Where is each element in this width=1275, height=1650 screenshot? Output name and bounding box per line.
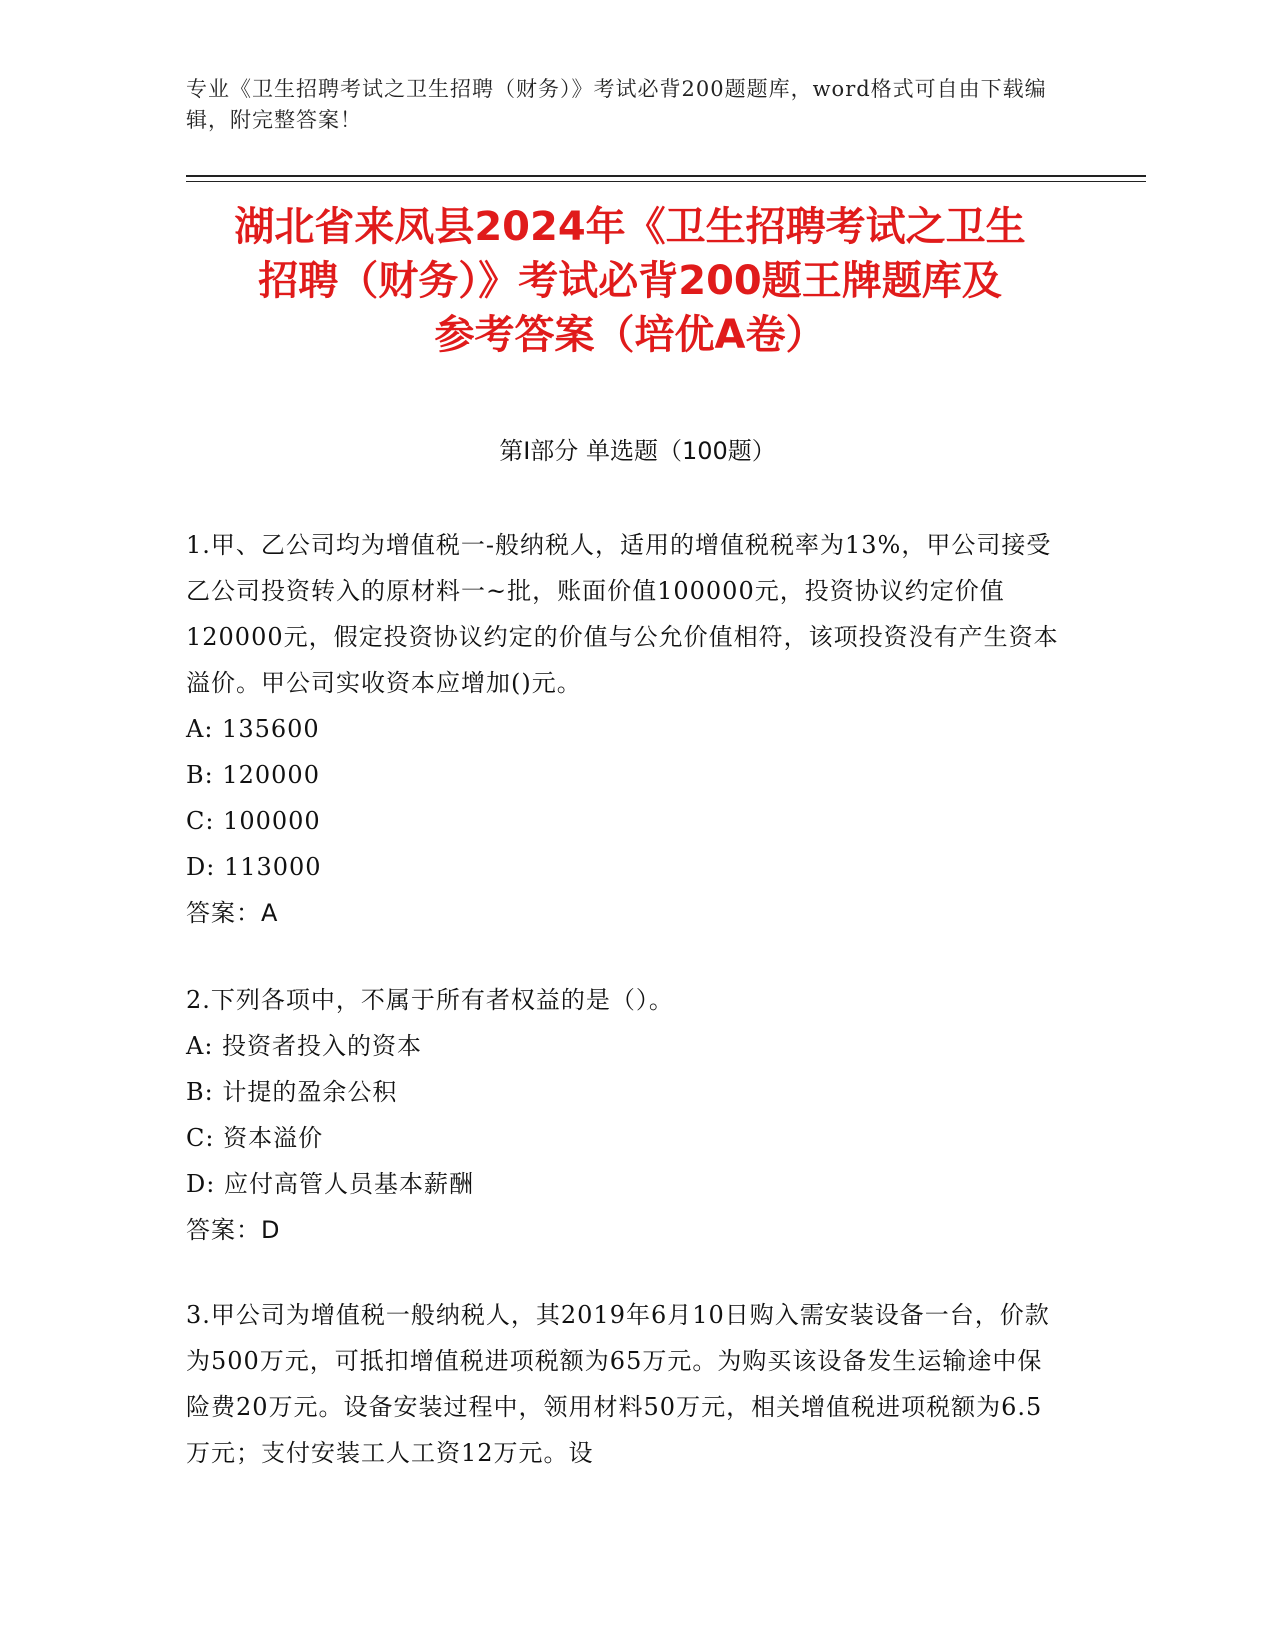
title-line: 参考答案（培优A卷） xyxy=(434,312,826,358)
header-rule xyxy=(186,175,1146,177)
question-2 xyxy=(186,977,1066,1253)
document-title xyxy=(150,200,1110,362)
section-heading: 第Ⅰ部分 单选题（100题） xyxy=(499,437,776,465)
question-stem: 1.甲、乙公司均为增值税一-般纳税人，适用的增值税税率为13%，甲公司接受乙公司投资转入的原材料一~批，账面价值100000元，投资协议约定价值120000元，假定投资协议约定的价值与公允价值相符，该项投资没有产生资本溢价。甲公司实收资本应增加()元。 xyxy=(186,531,1059,697)
option-d: D: 113000 xyxy=(186,853,322,881)
option-a: A: 投资者投入的资本 xyxy=(186,1032,423,1060)
header-note: 专业《卫生招聘考试之卫生招聘（财务）》考试必背200题题库，word格式可自由下载编辑，附完整答案！ xyxy=(186,77,1047,132)
question-1 xyxy=(186,522,1066,936)
option-b: B: 120000 xyxy=(186,761,320,789)
title-line: 招聘（财务）》考试必背200题王牌题库及 xyxy=(258,258,1002,304)
option-d: D: 应付高管人员基本薪酬 xyxy=(186,1170,474,1198)
question-stem: 3.甲公司为增值税一般纳税人，其2019年6月10日购入需安装设备一台，价款为500万元，可抵扣增值税进项税额为65万元。为购买该设备发生运输途中保险费20万元。设备安装过程中，领用材料50万元，相关增值税进项税额为6.5万元；支付安装工人工资12万元。设 xyxy=(186,1301,1050,1467)
question-3 xyxy=(186,1292,1066,1476)
option-a: A: 135600 xyxy=(186,715,320,743)
title-line: 湖北省来凤县2024年《卫生招聘考试之卫生 xyxy=(234,204,1026,250)
answer: 答案：A xyxy=(186,899,279,927)
option-b: B: 计提的盈余公积 xyxy=(186,1078,398,1106)
option-c: C: 100000 xyxy=(186,807,321,835)
header-rule-thin xyxy=(186,181,1146,182)
option-c: C: 资本溢价 xyxy=(186,1124,324,1152)
answer: 答案：D xyxy=(186,1216,281,1244)
question-stem: 2.下列各项中，不属于所有者权益的是（）。 xyxy=(186,986,674,1014)
